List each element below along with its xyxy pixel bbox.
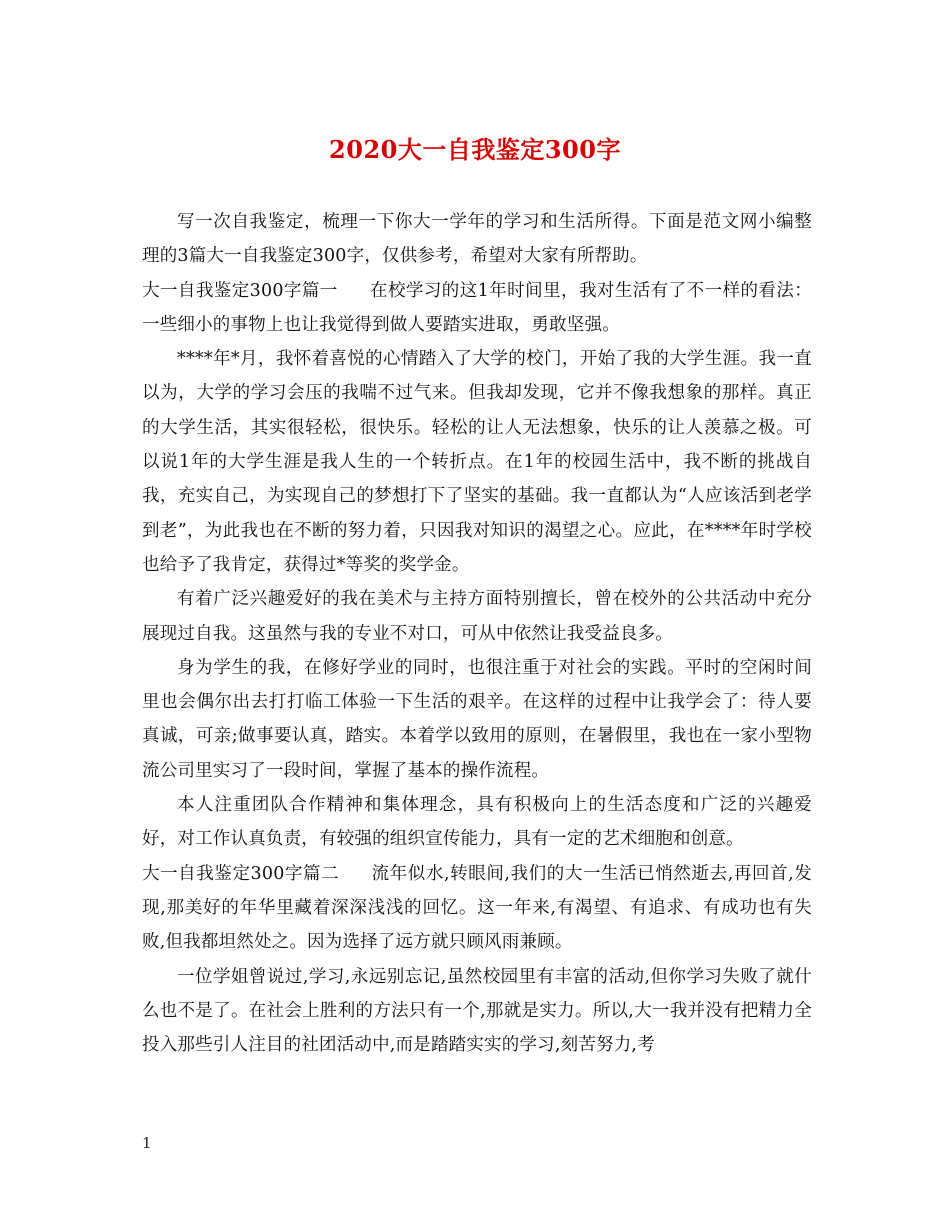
intro-paragraph: 写一次自我鉴定，梳理一下你大一学年的学习和生活所得。下面是范文网小编整理的3篇大一自我鉴定300字，仅供参考，希望对大家有所帮助。 (142, 212, 812, 267)
section-1-paragraph-4: 本人注重团队合作精神和集体理念，具有积极向上的生活态度和广泛的兴趣爱好，对工作认真负责，有较强的组织宣传能力，具有一定的艺术细胞和创意。 (142, 795, 812, 850)
section-1-paragraph-2: 有着广泛兴趣爱好的我在美术与主持方面特别擅长，曾在校外的公共活动中充分展现过自我。这虽然与我的专业不对口，可从中依然让我受益良多。 (142, 589, 812, 644)
document-title: 2020大一自我鉴定300字 (329, 135, 621, 164)
section-1-opening (142, 274, 812, 343)
section-1-paragraph-1: ****年*月，我怀着喜悦的心情踏入了大学的校门，开始了我的大学生涯。我一直以为，大学的学习会压的我喘不过气来。但我却发现，它并不像我想象的那样。真正的大学生活，其实很轻松，很快乐。轻松的让人无法想象，快乐的让人羡慕之极。可以说1年的大学生涯是我人生的一个转折点。在1年的校园生活中，我不断的挑战自我，充实自己，为实现自己的梦想打下了坚实的基础。我一直都认为“人应该活到老学到老”，为此我也在不断的努力着，只因我对知识的渴望之心。应此，在****年时学校也给予了我肯定，获得过*等奖的奖学金。 (142, 349, 812, 575)
section-2-lead: 流年似水,转眼间,我们的大一生活已悄然逝去,再回首,发现,那美好的年华里藏着深深浅浅的回忆。这一年来,有渴望、有追求、有成功也有失败,但我都坦然处之。因为选择了远方就只顾风雨兼顾。 (142, 863, 812, 953)
section-2-heading: 大一自我鉴定300字篇二 (142, 863, 340, 884)
section-2-opening (142, 857, 812, 960)
document-body (142, 205, 812, 1062)
section-1-lead: 在校学习的这1年时间里，我对生活有了不一样的看法：一些细小的事物上也让我觉得到做人要踏实进取，勇敢坚强。 (142, 280, 812, 335)
page-number: 1 (142, 1134, 152, 1152)
section-1-heading: 大一自我鉴定300字篇一 (142, 280, 338, 301)
section-2-paragraph-1: 一位学姐曾说过,学习,永远别忘记,虽然校园里有丰富的活动,但你学习失败了就什么也不是了。在社会上胜利的方法只有一个,那就是实力。所以,大一我并没有把精力全投入那些引人注目的社团活动中,而是踏踏实实的学习,刻苦努力,考 (142, 966, 812, 1056)
section-1-paragraph-3: 身为学生的我，在修好学业的同时，也很注重于对社会的实践。平时的空闲时间里也会偶尔出去打打临工体验一下生活的艰辛。在这样的过程中让我学会了：待人要真诚，可亲;做事要认真，踏实。本着学以致用的原则，在暑假里，我也在一家小型物流公司里实习了一段时间，掌握了基本的操作流程。 (142, 657, 812, 781)
